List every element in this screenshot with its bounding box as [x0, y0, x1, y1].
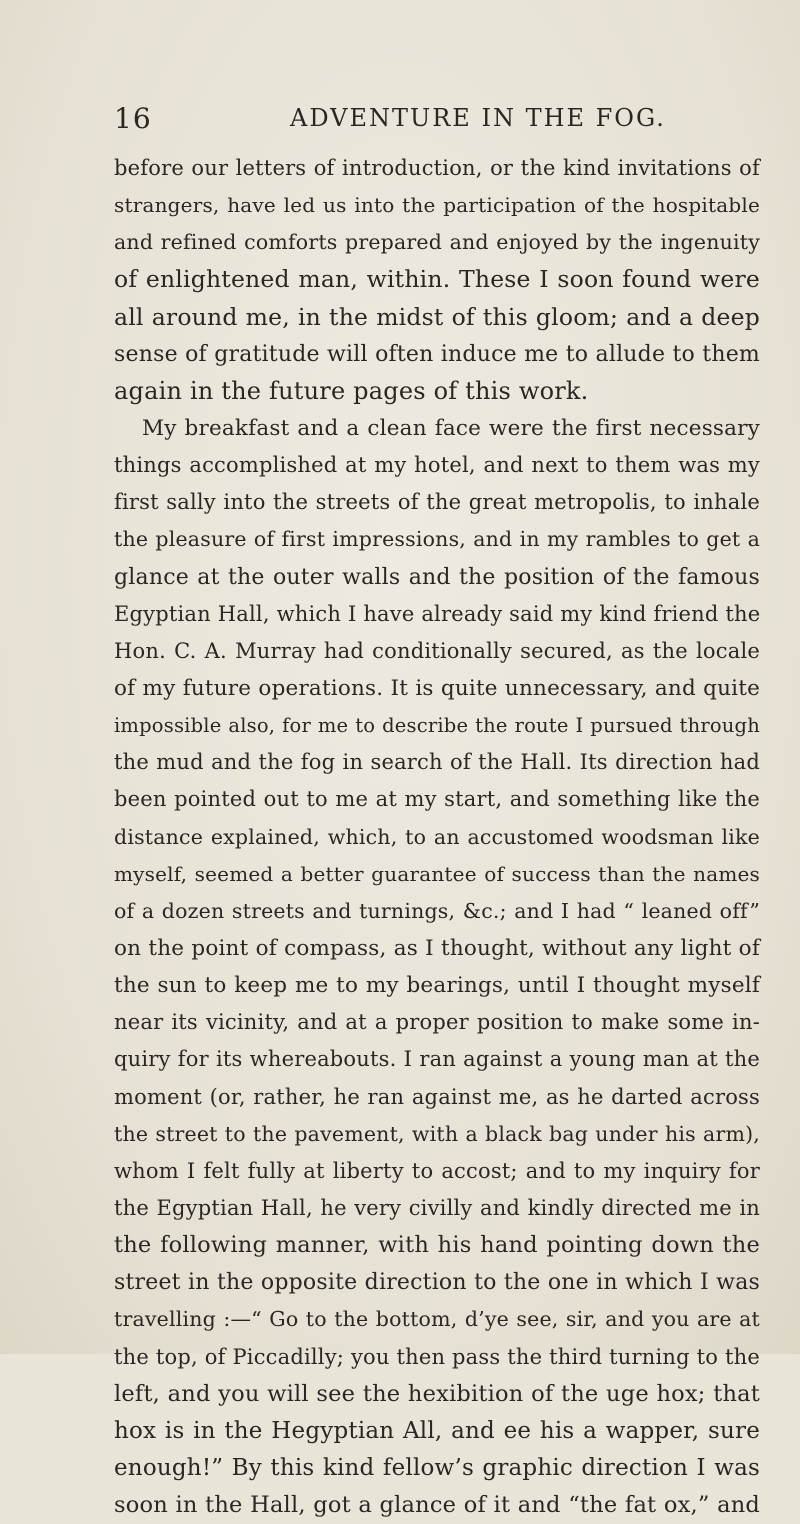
text-line: impossible also, for me to describe the route I pursued through — [114, 714, 760, 738]
text-line: Hon. C. A. Murray had conditionally secured, as the locale — [114, 638, 760, 663]
body-text — [114, 150, 760, 1524]
running-title: ADVENTURE IN THE FOG. — [290, 104, 666, 132]
running-head — [114, 102, 750, 142]
text-line: things accomplished at my hotel, and next to them was my — [114, 453, 760, 478]
text-line: the top, of Piccadilly; you then pass the third turning to the — [114, 1344, 760, 1369]
text-line: quiry for its whereabouts. I ran against a young man at the — [114, 1047, 760, 1072]
text-line: all around me, in the midst of this gloom; and a deep — [114, 302, 760, 331]
text-line: before our letters of introduction, or the kind invitations of — [114, 156, 760, 180]
text-line: on the point of compass, as I thought, without any light of — [114, 935, 760, 961]
text-line: glance at the outer walls and the position of the famous — [114, 564, 760, 590]
text-line: travelling :—“ Go to the bottom, d’ye see, sir, and you are at — [114, 1307, 760, 1332]
text-line: and refined comforts prepared and enjoyed by the ingenuity — [114, 230, 760, 255]
text-line: Egyptian Hall, which I have already said my kind friend the — [114, 601, 761, 626]
text-line: the following manner, with his hand pointing down the — [114, 1232, 760, 1259]
text-line: of my future operations. It is quite unnecessary, and quite — [114, 675, 760, 701]
text-line: distance explained, which, to an accustomed woodsman like — [114, 824, 760, 849]
text-line: strangers, have led us into the participation of the hospitable — [114, 193, 760, 218]
page-number: 16 — [114, 102, 152, 135]
text-line: moment (or, rather, he ran against me, as he darted across — [114, 1084, 760, 1109]
text-line: again in the future pages of this work. — [114, 376, 589, 405]
text-line: left, and you will see the hexibition of the uge hox; that — [114, 1380, 760, 1407]
text-line: the Egyptian Hall, he very civilly and kindly directed me in — [114, 1195, 760, 1220]
text-line: whom I felt fully at liberty to accost; and to my inquiry for — [114, 1158, 760, 1183]
text-line: soon in the Hall, got a glance of it and “the fat ox,” and — [114, 1492, 760, 1519]
text-line: been pointed out to me at my start, and something like the — [114, 787, 760, 812]
text-line: the street to the pavement, with a black bag under his arm), — [114, 1121, 760, 1146]
text-line: the mud and the fog in search of the Hall. Its direction had — [114, 750, 760, 775]
text-line: myself, seemed a better guarantee of success than the names — [114, 861, 760, 886]
text-line: sense of gratitude will often induce me to allude to them — [114, 341, 760, 367]
text-line: of a dozen streets and turnings, &c.; and I had “ leaned off” — [114, 898, 760, 923]
text-line: the sun to keep me to my bearings, until I thought myself — [114, 973, 760, 999]
text-line: near its vicinity, and at a proper position to make some in- — [114, 1010, 760, 1035]
text-line: My breakfast and a clean face were the first necessary — [142, 415, 760, 441]
text-line: first sally into the streets of the great metropolis, to inhale — [114, 490, 760, 515]
text-line: enough!” By this kind fellow’s graphic direction I was — [114, 1454, 760, 1481]
text-line: hox is in the Hegyptian All, and ee his a wapper, sure — [114, 1417, 760, 1444]
text-line: street in the opposite direction to the one in which I was — [114, 1270, 760, 1296]
text-line: of enlightened man, within. These I soon found were — [114, 265, 760, 294]
text-line: the pleasure of first impressions, and in my rambles to get a — [114, 527, 760, 552]
